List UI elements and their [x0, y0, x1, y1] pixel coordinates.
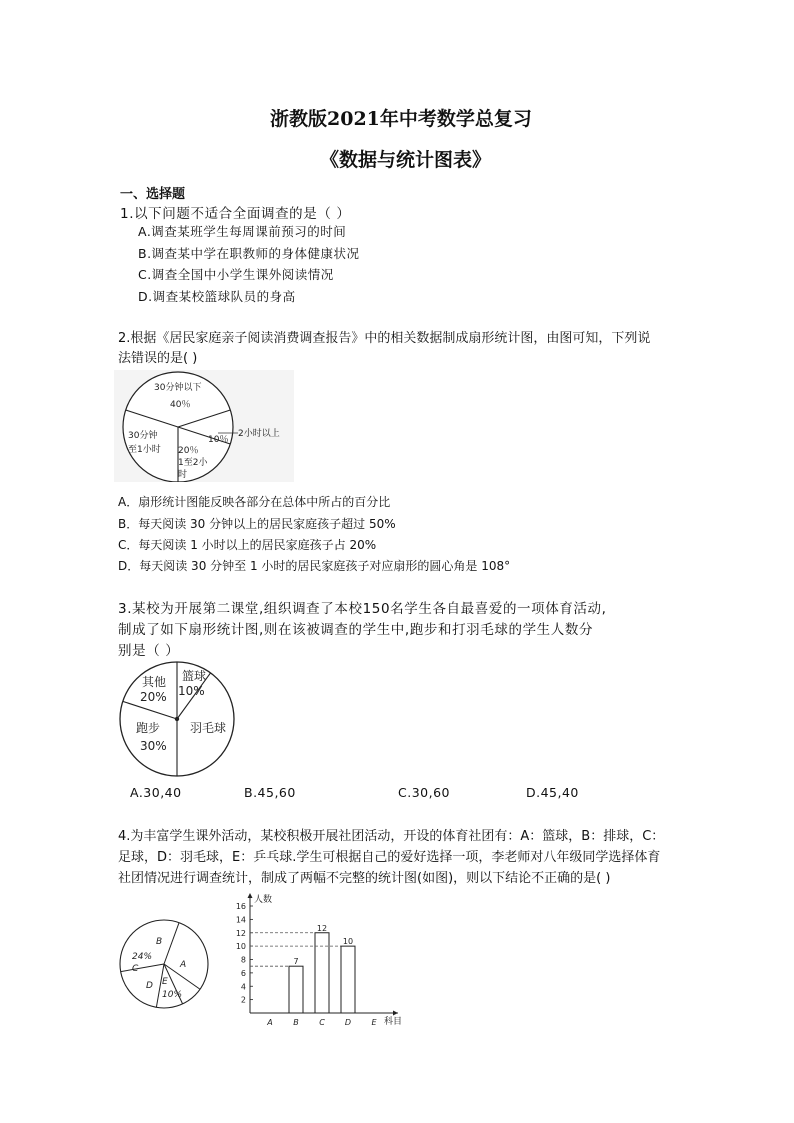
q4-y-tick-label: 4 [240, 982, 246, 992]
q2-option-b: B．每天阅读 30 分钟以上的居民家庭孩子超过 50% [118, 517, 396, 531]
q3-label-other-pct: 20% [140, 690, 167, 704]
q3-stem-line3: 别是（ ） [118, 643, 180, 659]
q4-x-tick-label: A [267, 1018, 273, 1027]
q3-option-c: C.30,60 [398, 785, 450, 800]
q2-label-s3-pct: 20％ [178, 446, 199, 456]
q3-label-running-pct: 30% [140, 739, 167, 753]
q3-label-basketball-pct: 10% [178, 684, 205, 698]
q4-y-tick-label: 8 [240, 955, 246, 965]
q4-y-tick-label: 16 [235, 902, 246, 911]
q4-label-b: B [156, 937, 163, 947]
q3-stem-line2: 制成了如下扇形统计图,则在该被调查的学生中,跑步和打羽毛球的学生人数分 [118, 622, 594, 638]
q2-label-s4-l1: 30分钟 [128, 431, 158, 441]
q4-y-tick-label: 10 [235, 942, 246, 952]
q4-label-c: C [132, 964, 139, 974]
q4-bar-D [341, 946, 355, 1013]
q2-stem-line1: 2.根据《居民家庭亲子阅读消费调查报告》中的相关数据制成扇形统计图，由图可知，下列说 [118, 331, 651, 346]
q4-y-tick-label: 2 [240, 995, 246, 1005]
q4-label-e-pct: 10% [162, 990, 183, 1000]
q2-pie-chart [114, 370, 294, 482]
q4-bar-chart [226, 890, 410, 1028]
q1-option-a: A.调查某班学生每周课前预习的时间 [138, 224, 347, 239]
q1-option-b: B.调查某中学在职教师的身体健康状况 [138, 246, 360, 261]
page-subtitle: 《数据与统计图表》 [320, 149, 492, 171]
q2-option-a: A．扇形统计图能反映各部分在总体中所占的百分比 [118, 495, 391, 509]
q4-bar-label-D: 10 [342, 937, 354, 947]
q4-label-a: A [180, 960, 187, 970]
q4-y-axis-arrow [248, 893, 253, 898]
q3-label-other: 其他 [142, 675, 167, 689]
q4-label-c-pct: 24% [132, 952, 153, 962]
q4-x-tick-label: C [319, 1018, 325, 1027]
q1-option-d: D.调查某校篮球队员的身高 [138, 289, 296, 304]
q3-option-b: B.45,60 [244, 785, 296, 800]
q2-option-c: C．每天阅读 1 小时以上的居民家庭孩子占 20% [118, 538, 377, 552]
q2-label-s1-pct: 40％ [170, 400, 191, 410]
q3-option-a: A.30,40 [130, 785, 182, 800]
q4-bars [236, 893, 402, 1027]
q3-stem-line1: 3.某校为开展第二课堂,组织调查了本校150名学生各自最喜爱的一项体育活动, [118, 601, 607, 617]
q2-label-s3-l1: 1至2小 [178, 458, 208, 468]
q3-option-d: D.45,40 [526, 785, 579, 800]
q4-bar-B [289, 966, 303, 1013]
q4-y-tick-label: 6 [240, 968, 246, 978]
q3-label-basketball: 篮球 [182, 669, 207, 683]
q4-stem-line2: 足球，D：羽毛球，E：乒乓球.学生可根据自己的爱好选择一项，李老师对八年级同学选择体育 [118, 850, 661, 865]
q2-label-s1-name: 30分钟以下 [154, 383, 202, 393]
q2-label-s2-pct: 10％ [208, 435, 229, 445]
q4-bar-label-C: 12 [316, 923, 328, 933]
q2-stem-line2: 法错误的是( ) [118, 351, 198, 366]
q4-stem-line1: 4.为丰富学生课外活动，某校积极开展社团活动，开设的体育社团有：A：篮球，B：排球，C： [118, 829, 665, 844]
q4-x-tick-label: E [371, 1018, 377, 1027]
q4-pie-chart [118, 918, 212, 1012]
q3-pie-chart [116, 660, 240, 778]
q4-y-axis-label: 人数 [254, 895, 273, 905]
q2-label-s2-name: 2小时以上 [238, 429, 280, 439]
q3-pie-center [175, 717, 179, 721]
q4-bar-C [315, 933, 329, 1013]
q2-option-d: D．每天阅读 30 分钟至 1 小时的居民家庭孩子对应扇形的圆心角是 108° [118, 559, 511, 573]
q4-label-e: E [162, 977, 168, 987]
q4-bar-label-B: 7 [293, 957, 299, 967]
q4-y-tick-label: 12 [235, 928, 246, 938]
q4-x-axis-arrow [393, 1011, 398, 1016]
q4-y-tick-label: 14 [235, 915, 246, 925]
q4-stem-line3: 社团情况进行调查统计，制成了两幅不完整的统计图(如图)，则以下结论不正确的是( ) [118, 871, 611, 886]
q3-label-badminton: 羽毛球 [190, 721, 227, 735]
q3-label-running: 跑步 [136, 721, 161, 735]
q4-x-tick-label: B [293, 1018, 299, 1027]
q4-label-d: D [146, 981, 153, 991]
q4-x-axis-label: 科目 [384, 1017, 403, 1027]
q1-option-c: C.调查全国中小学生课外阅读情况 [138, 267, 334, 282]
section-heading: 一、选择题 [120, 187, 186, 202]
q2-label-s4-l2: 至1小时 [128, 445, 161, 455]
q1-stem: 1.以下问题不适合全面调查的是（ ） [120, 206, 351, 222]
q4-x-tick-label: D [344, 1018, 352, 1027]
q2-label-s3-l2: 时 [178, 470, 188, 480]
page-title: 浙教版2021年中考数学总复习 [270, 108, 532, 130]
